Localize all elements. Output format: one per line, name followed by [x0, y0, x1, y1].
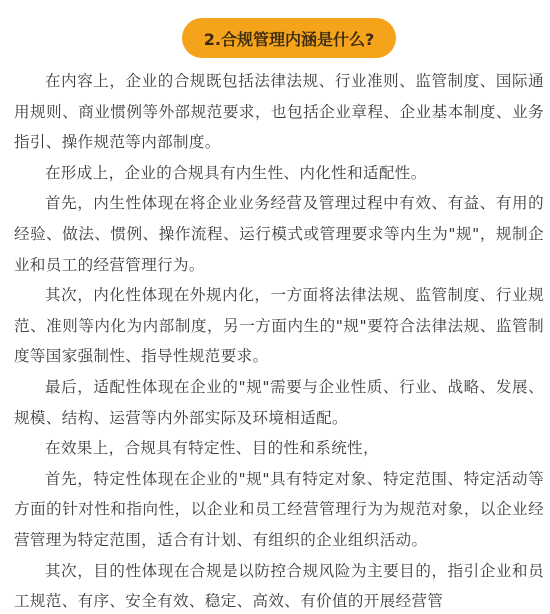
section-heading-wrap [0, 16, 550, 60]
paragraph: 在内容上，企业的合规既包括法律法规、行业准则、监管制度、国际通用规则、商业惯例等外部规范要求，也包括企业章程、企业基本制度、业务指引、操作规范等内部制度。 [14, 72, 544, 152]
paragraph: 在形成上，企业的合规具有内生性、内化性和适配性。 [45, 163, 427, 182]
paragraph: 在效果上，合规具有特定性、目的性和系统性， [45, 439, 379, 458]
paragraph: 首先，特定性体现在企业的"规"具有特定对象、特定范围、特定活动等方面的针对性和指向性，以企业和员工经营管理行为为规范对象，以企业经营管理为特定范围，适合有计划、有组织的企业组织活动。 [14, 469, 544, 549]
previous-line-fragment [0, 0, 550, 6]
paragraph: 最后，适配性体现在企业的"规"需要与企业性质、行业、战略、发展、规模、结构、运营等内外部实际及环境相适配。 [14, 377, 544, 427]
paragraph: 其次，目的性体现在合规是以防控合规风险为主要目的，指引企业和员工规范、有序、安全有效、稳定、高效、有价值的开展经营管 [14, 561, 544, 611]
paragraph: 其次，内化性体现在外规内化，一方面将法律法规、监管制度、行业规范、准则等内化为内部制度，另一方面内生的"规"要符合法律法规、监管制度等国家强制性、指导性规范要求。 [14, 286, 544, 366]
paragraph: 首先，内生性体现在将企业业务经营及管理过程中有效、有益、有用的经验、做法、惯例、操作流程、运行模式或管理要求等内生为"规"，规制企业和员工的经营管理行为。 [14, 194, 544, 274]
article-body [14, 66, 544, 614]
section-heading: 2.合规管理内涵是什么? [182, 18, 396, 58]
